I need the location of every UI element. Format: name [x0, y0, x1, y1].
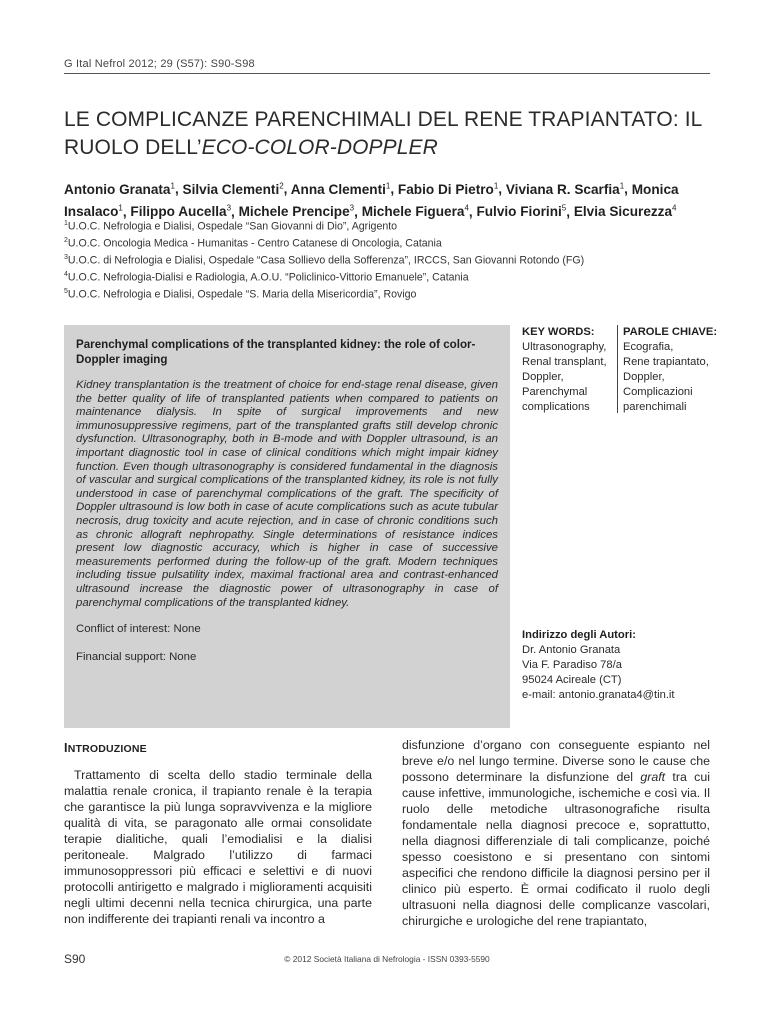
affiliation-number: 3 [64, 253, 68, 261]
author-affiliation-number: 3 [349, 203, 355, 213]
article-title [64, 106, 724, 162]
author-name: Michele Figuera [361, 204, 465, 220]
body-italic-term: graft [640, 770, 666, 784]
keywords-italian-heading: PAROLE CHIAVE: [623, 326, 718, 338]
address-line: Via F. Paradiso 78/a [522, 659, 622, 671]
title-main: LE COMPLICANZE PARENCHIMALI DEL RENE TRAPIANTATO: IL RUOLO DELL’ [64, 108, 702, 159]
affiliation-number: 2 [64, 236, 68, 244]
author-affiliation-number: 4 [672, 203, 677, 213]
author-affiliation-number: 3 [226, 203, 232, 213]
keyword: Ecografia, [623, 341, 674, 353]
author-name: Viviana R. Scarfia [505, 181, 620, 197]
body-column-right [402, 737, 710, 929]
keyword: Doppler, [623, 371, 665, 383]
keyword: parenchimali [623, 401, 687, 413]
keywords-english [522, 325, 618, 415]
author-name: Antonio Granata [64, 181, 171, 197]
author-affiliation-number: 1 [619, 181, 625, 190]
author [398, 182, 498, 197]
author-name: Elvia Sicurezza [573, 204, 673, 220]
affiliation-number: 5 [64, 287, 68, 295]
author-address [522, 628, 722, 703]
affiliation-number: 1 [64, 220, 68, 227]
affiliation-text: U.O.C. di Nefrologia e Dialisi, Ospedale “Casa Sollievo della Sofferenza”, IRCCS, San Giovanni Rotondo (FG) [67, 254, 585, 267]
author-email[interactable]: e-mail: antonio.granata4@tin.it [522, 689, 675, 701]
author-name: Silvia Clementi [182, 181, 280, 197]
keywords-italian [623, 325, 723, 415]
author-affiliation-number: 1 [385, 181, 391, 190]
author-name: Filippo Aucella [130, 204, 227, 220]
keywords-divider [617, 325, 618, 413]
section-initial: I [64, 741, 68, 755]
conflict-of-interest: Conflict of interest: None [76, 623, 201, 636]
abstract-title: Parenchymal complications of the transplanted kidney: the role of color-Doppler imaging [76, 338, 476, 366]
section-rest: NTRODUZIONE [67, 743, 147, 755]
author [291, 182, 391, 197]
address-line: Dr. Antonio Granata [522, 644, 621, 656]
body-text: tra cui cause infettive, immunologiche, ischemiche e così via. Il ruolo delle metodiche ultrasonografiche risulta fondamentale nella diagnosi precoce e, soprattutto, nella diagnosi differenziale di tali complicanze, poiché spesso coesistono e si presentano con sintomi aspecifici che rendono difficile la diagnosi persino per il clinico più esperto. È ormai codificato il ruolo degli ultrasuoni nella diagnosi delle complicanze vascolari, chirurgiche e urologiche del rene trapiantato, [402, 770, 710, 928]
keyword: Doppler, [522, 371, 564, 383]
author-name: Monica Insalaco [64, 181, 679, 220]
author-name: Michele Prencipe [238, 204, 350, 220]
affiliation [64, 217, 714, 234]
keyword: Complicazioni [623, 386, 693, 398]
author-affiliation-number: 1 [170, 181, 175, 190]
keyword: Parenchymal [522, 386, 588, 398]
affiliation-text: U.O.C. Oncologia Medica - Humanitas - Centro Catanese di Oncologia, Catania [67, 237, 442, 250]
body-column-left: Trattamento di scelta dello stadio terminale della malattia renale cronica, il trapianto renale è la terapia che garantisce la più lunga sopravvivenza e la migliore qualità di vita, se paragonato alle ormai consolidate terapie dialitiche, quali l’emodialisi e la dialisi peritoneale. Malgrado l’utilizzo di farmaci immunosoppressori più efficaci e selettivi e di nuovi protocolli antirigetto e malgrado i miglioramenti acquisiti negli ultimi decenni nella tecnica chirurgica, una parte non indifferente dei trapianti renali va incontro a [64, 768, 372, 926]
author-list: Antonio Granata$^1$, Silvia Clementi$^2$, Anna Clementi$^1$, Fabio Di Pietro$^1$, Viviana R. Scarfia$^1$, Monica Insalaco$^1$, Filippo Aucella$^3$, Michele Prencipe$^3$, Michele Figuera$^4$, Fulvio Fiorini$^5$, Elvia Sicurezza$^4$ [64, 181, 679, 220]
affiliation-text: U.O.C. Nefrologia e Dialisi, Ospedale “San Giovanni di Dio”, Agrigento [67, 220, 398, 233]
affiliation [64, 251, 714, 268]
keyword: Renal transplant, [522, 356, 607, 368]
author-affiliation-number: 5 [561, 203, 567, 213]
keyword: Ultrasonography, [522, 341, 607, 353]
affiliation [64, 285, 714, 302]
affiliation-list [64, 217, 714, 302]
body-text: disfunzione d’organo con conseguente espianto nel breve e/o nel lungo termine. Diverse sono le cause che possono determinare la disfunzione del [402, 738, 710, 784]
journal-header: G Ital Nefrol 2012; 29 (S57): S90-S98 [64, 58, 255, 70]
author-affiliation-number: 1 [118, 203, 123, 213]
author [183, 182, 284, 197]
section-heading-introduzione [64, 741, 147, 755]
author-affiliation-number: 2 [279, 181, 284, 190]
header-divider [64, 73, 710, 74]
author [64, 182, 175, 197]
keyword: complications [522, 401, 590, 413]
keywords-english-heading: KEY WORDS: [522, 326, 595, 338]
author-affiliation-number: 1 [493, 181, 499, 190]
address-heading: Indirizzo degli Autori: [522, 629, 636, 641]
author-name: Fabio Di Pietro [397, 181, 494, 197]
abstract-text: Kidney transplantation is the treatment of choice for end-stage renal disease, given the better quality of life of transplanted patients when compared to patients on maintenance dialysis. In spite of surgical improvements and new immunosuppressive regimens, part of the transplanted grafts still develop chronic dysfunction. Ultrasonography, both in B-mode and with Doppler ultrasound, is an important diagnostic tool in case of clinical conditions which might impair kidney function. Even though ultrasonography is considered fundamental in the diagnosis of vascular and surgical complications of the transplanted kidney, its role is not fully understood in case of parenchymal complications of the graft. The specificity of Doppler ultrasound is low both in case of acute complications such as acute tubular necrosis, drug toxicity and acute rejection, and in case of chronic conditions such as chronic allograft nephropathy. Single determinations of resistance indices present low diagnostic accuracy, which is higher in case of successive measurements performed during the follow-up of the graft. Modern techniques including tissue pulsatility index, maximal fractional area and contrast-enhanced ultrasound increase the diagnostic power of ultrasonography in case of parenchymal complications of the transplanted kidney. [76, 379, 498, 609]
affiliation [64, 268, 714, 285]
page-number: S90 [64, 952, 86, 966]
title-italic: ECO-COLOR-DOPPLER [201, 136, 438, 159]
affiliation-number: 4 [64, 270, 68, 278]
affiliation-text: U.O.C. Nefrologia-Dialisi e Radiologia, A.O.U. “Policlinico-Vittorio Emanuele”, Catania [67, 271, 469, 284]
keyword: Rene trapiantato, [623, 356, 709, 368]
affiliation [64, 234, 714, 251]
author-affiliation-number: 4 [464, 203, 469, 213]
abstract-box [64, 325, 510, 728]
author-name: Fulvio Fiorini [476, 204, 562, 220]
address-line: 95024 Acireale (CT) [522, 674, 622, 686]
author [506, 182, 624, 197]
author-name: Anna Clementi [290, 181, 386, 197]
financial-support: Financial support: None [76, 651, 197, 664]
copyright-notice: © 2012 Società Italiana di Nefrologia - ISSN 0393-5590 [284, 954, 490, 964]
affiliation-text: U.O.C. Nefrologia e Dialisi, Ospedale “S. Maria della Misericordia”, Rovigo [67, 288, 417, 301]
